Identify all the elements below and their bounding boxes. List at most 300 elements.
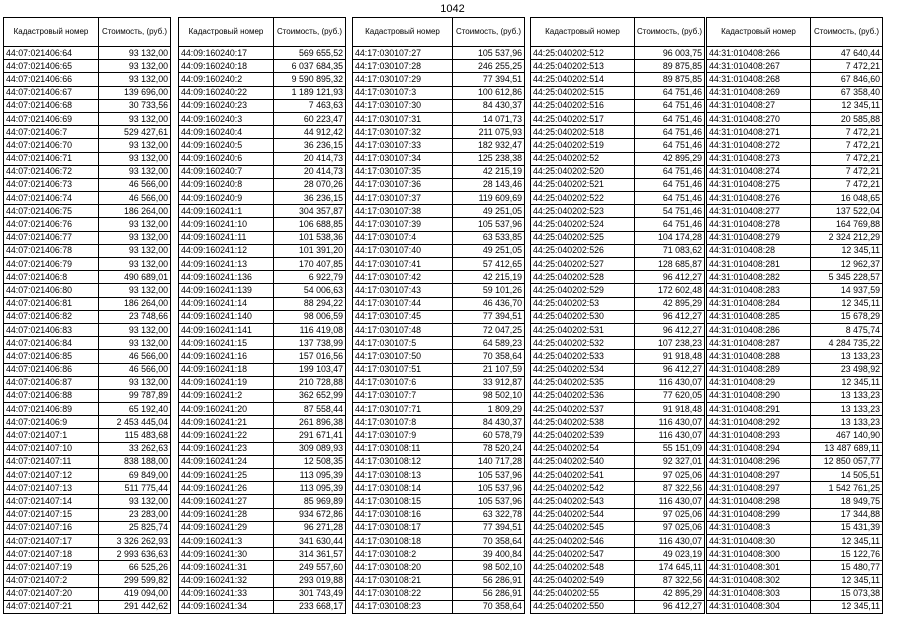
cost-cell: 97 025,06 xyxy=(635,521,705,534)
table-header-row xyxy=(531,18,705,47)
cost-cell: 93 132,00 xyxy=(99,231,171,244)
cadastral-number-cell: 44:07:021406:8 xyxy=(4,271,99,284)
table-row xyxy=(531,126,705,139)
cost-cell: 21 107,59 xyxy=(453,363,525,376)
cadastral-number-cell: 44:09:160240:5 xyxy=(179,139,274,152)
table-row xyxy=(531,47,705,60)
cost-cell: 116 430,07 xyxy=(635,376,705,389)
cadastral-number-cell: 44:07:021406:65 xyxy=(4,60,99,73)
cost-cell: 301 743,49 xyxy=(274,587,346,600)
cost-cell: 13 487 689,11 xyxy=(811,442,883,455)
column-header-cost: Стоимость, (руб.) xyxy=(453,18,525,47)
table-row xyxy=(179,231,346,244)
cadastral-number-cell: 44:09:160240:18 xyxy=(179,60,274,73)
cadastral-table-2 xyxy=(178,17,346,614)
cadastral-number-cell: 44:31:010408:293 xyxy=(707,429,811,442)
table-row xyxy=(179,600,346,613)
cadastral-number-cell: 44:25:040202:535 xyxy=(531,376,635,389)
table-row xyxy=(707,482,883,495)
cost-cell: 69 849,00 xyxy=(99,469,171,482)
cadastral-number-cell: 44:25:040202:527 xyxy=(531,258,635,271)
cadastral-number-cell: 44:17:030107:39 xyxy=(353,218,453,231)
table-row xyxy=(4,297,171,310)
cadastral-number-cell: 44:07:021407:14 xyxy=(4,495,99,508)
cost-cell: 1 542 761,25 xyxy=(811,482,883,495)
table-row xyxy=(353,73,525,86)
cadastral-number-cell: 44:17:030107:27 xyxy=(353,47,453,60)
cadastral-number-cell: 44:07:021406:9 xyxy=(4,416,99,429)
cadastral-table-1 xyxy=(3,17,171,614)
cost-cell: 70 358,64 xyxy=(453,350,525,363)
cadastral-number-cell: 44:09:160241:26 xyxy=(179,482,274,495)
table-row xyxy=(179,139,346,152)
cadastral-number-cell: 44:25:040202:529 xyxy=(531,284,635,297)
table-row xyxy=(531,258,705,271)
table-row xyxy=(707,258,883,271)
cost-cell: 70 358,64 xyxy=(453,534,525,547)
cadastral-number-cell: 44:17:030108:16 xyxy=(353,508,453,521)
table-row xyxy=(4,574,171,587)
cadastral-number-cell: 44:17:030107:43 xyxy=(353,284,453,297)
cost-cell: 54 006,63 xyxy=(274,284,346,297)
table-row xyxy=(179,60,346,73)
table-row xyxy=(4,73,171,86)
cost-cell: 16 048,65 xyxy=(811,192,883,205)
table-row xyxy=(531,73,705,86)
cadastral-number-cell: 44:31:010408:284 xyxy=(707,297,811,310)
table-row xyxy=(4,587,171,600)
cost-cell: 104 174,28 xyxy=(635,231,705,244)
cadastral-number-cell: 44:31:010408:288 xyxy=(707,350,811,363)
cost-cell: 93 132,00 xyxy=(99,218,171,231)
cadastral-number-cell: 44:09:160240:4 xyxy=(179,126,274,139)
table-row xyxy=(4,47,171,60)
table-row xyxy=(707,574,883,587)
table-row xyxy=(707,495,883,508)
table-row xyxy=(353,561,525,574)
cost-cell: 28 070,26 xyxy=(274,178,346,191)
cadastral-number-cell: 44:09:160241:2 xyxy=(179,389,274,402)
table-row xyxy=(707,218,883,231)
cost-cell: 93 132,00 xyxy=(99,284,171,297)
cadastral-number-cell: 44:25:040202:547 xyxy=(531,548,635,561)
table-row xyxy=(4,416,171,429)
cost-cell: 84 430,37 xyxy=(453,416,525,429)
cost-cell: 36 236,15 xyxy=(274,139,346,152)
table-row xyxy=(4,310,171,323)
cost-cell: 93 132,00 xyxy=(99,152,171,165)
table-row xyxy=(353,231,525,244)
cadastral-number-cell: 44:17:030107:36 xyxy=(353,178,453,191)
cost-cell: 93 132,00 xyxy=(99,112,171,125)
table-row xyxy=(531,600,705,613)
cost-cell: 77 620,05 xyxy=(635,389,705,402)
cost-cell: 3 326 262,93 xyxy=(99,534,171,547)
cadastral-number-cell: 44:25:040202:521 xyxy=(531,178,635,191)
table-row xyxy=(531,271,705,284)
cost-cell: 174 645,11 xyxy=(635,561,705,574)
cadastral-number-cell: 44:07:021406:70 xyxy=(4,139,99,152)
cost-cell: 105 537,96 xyxy=(453,482,525,495)
cost-cell: 15 431,39 xyxy=(811,521,883,534)
table-row xyxy=(4,337,171,350)
cadastral-number-cell: 44:25:040202:53 xyxy=(531,297,635,310)
cadastral-number-cell: 44:31:010408:297 xyxy=(707,482,811,495)
table-row xyxy=(531,561,705,574)
cost-cell: 5 345 228,57 xyxy=(811,271,883,284)
table-row xyxy=(531,403,705,416)
cadastral-number-cell: 44:09:160240:17 xyxy=(179,47,274,60)
cadastral-number-cell: 44:31:010408:267 xyxy=(707,60,811,73)
cadastral-number-cell: 44:17:030107:5 xyxy=(353,337,453,350)
cost-cell: 20 414,73 xyxy=(274,152,346,165)
cadastral-number-cell: 44:25:040202:538 xyxy=(531,416,635,429)
cadastral-number-cell: 44:07:021406:85 xyxy=(4,350,99,363)
table-row xyxy=(531,297,705,310)
cost-cell: 96 412,27 xyxy=(635,363,705,376)
table-row xyxy=(707,192,883,205)
cost-cell: 467 140,90 xyxy=(811,429,883,442)
cadastral-number-cell: 44:25:040202:54 xyxy=(531,442,635,455)
cost-cell: 98 006,59 xyxy=(274,310,346,323)
cost-cell: 77 394,51 xyxy=(453,73,525,86)
cost-cell: 7 472,21 xyxy=(811,178,883,191)
table-row xyxy=(179,218,346,231)
cadastral-number-cell: 44:09:160241:20 xyxy=(179,403,274,416)
cost-cell: 14 937,59 xyxy=(811,284,883,297)
cost-cell: 87 322,56 xyxy=(635,574,705,587)
cadastral-number-cell: 44:25:040202:516 xyxy=(531,99,635,112)
cost-cell: 7 472,21 xyxy=(811,60,883,73)
cadastral-number-cell: 44:07:021406:69 xyxy=(4,112,99,125)
cadastral-number-cell: 44:17:030108:23 xyxy=(353,600,453,613)
cost-cell: 23 498,92 xyxy=(811,363,883,376)
cost-cell: 89 875,85 xyxy=(635,60,705,73)
cadastral-number-cell: 44:17:030107:38 xyxy=(353,205,453,218)
cadastral-number-cell: 44:31:010408:279 xyxy=(707,231,811,244)
cadastral-number-cell: 44:25:040202:543 xyxy=(531,495,635,508)
cadastral-number-cell: 44:17:030107:32 xyxy=(353,126,453,139)
cadastral-number-cell: 44:25:040202:549 xyxy=(531,574,635,587)
table-row xyxy=(179,508,346,521)
cost-cell: 23 283,00 xyxy=(99,508,171,521)
cadastral-number-cell: 44:25:040202:513 xyxy=(531,60,635,73)
table-row xyxy=(4,218,171,231)
cadastral-number-cell: 44:09:160240:7 xyxy=(179,165,274,178)
cost-cell: 125 238,38 xyxy=(453,152,525,165)
table-row xyxy=(353,521,525,534)
cost-cell: 98 502,10 xyxy=(453,389,525,402)
cadastral-number-cell: 44:31:010408:285 xyxy=(707,310,811,323)
cadastral-table-5 xyxy=(706,17,883,614)
cost-cell: 249 557,60 xyxy=(274,561,346,574)
cadastral-number-cell: 44:25:040202:520 xyxy=(531,165,635,178)
cost-cell: 14 071,73 xyxy=(453,112,525,125)
table-row xyxy=(353,482,525,495)
cost-cell: 46 566,00 xyxy=(99,350,171,363)
cadastral-number-cell: 44:31:010408:291 xyxy=(707,403,811,416)
cost-cell: 186 264,00 xyxy=(99,205,171,218)
table-row xyxy=(179,376,346,389)
cadastral-number-cell: 44:17:030108:22 xyxy=(353,587,453,600)
cost-cell: 93 132,00 xyxy=(99,165,171,178)
table-row xyxy=(353,310,525,323)
cost-cell: 87 558,44 xyxy=(274,403,346,416)
table-row xyxy=(707,508,883,521)
cadastral-number-cell: 44:07:021406:64 xyxy=(4,47,99,60)
cadastral-number-cell: 44:09:160240:23 xyxy=(179,99,274,112)
table-row xyxy=(531,310,705,323)
cadastral-number-cell: 44:17:030107:45 xyxy=(353,310,453,323)
cost-cell: 13 133,23 xyxy=(811,416,883,429)
table-row xyxy=(353,495,525,508)
table-row xyxy=(4,534,171,547)
table-row xyxy=(179,310,346,323)
cost-cell: 65 192,40 xyxy=(99,403,171,416)
table-row xyxy=(4,469,171,482)
cadastral-number-cell: 44:07:021407:17 xyxy=(4,534,99,547)
cadastral-number-cell: 44:17:030108:14 xyxy=(353,482,453,495)
cost-cell: 60 578,79 xyxy=(453,429,525,442)
cadastral-number-cell: 44:31:010408:281 xyxy=(707,258,811,271)
table-row xyxy=(707,60,883,73)
cost-cell: 64 751,46 xyxy=(635,178,705,191)
table-row xyxy=(353,218,525,231)
cost-cell: 64 751,46 xyxy=(635,112,705,125)
table-row xyxy=(353,139,525,152)
cadastral-number-cell: 44:07:021407:1 xyxy=(4,429,99,442)
cadastral-number-cell: 44:07:021407:2 xyxy=(4,574,99,587)
cost-cell: 934 672,86 xyxy=(274,508,346,521)
cost-cell: 64 751,46 xyxy=(635,139,705,152)
cadastral-number-cell: 44:09:160240:3 xyxy=(179,112,274,125)
cost-cell: 33 262,63 xyxy=(99,442,171,455)
column-header-cadastral: Кадастровый номер xyxy=(4,18,99,47)
cost-cell: 7 472,21 xyxy=(811,126,883,139)
cost-cell: 210 728,88 xyxy=(274,376,346,389)
table-row xyxy=(353,389,525,402)
cadastral-number-cell: 44:07:021407:18 xyxy=(4,548,99,561)
cost-cell: 299 599,82 xyxy=(99,574,171,587)
cadastral-number-cell: 44:17:030107:31 xyxy=(353,112,453,125)
table-row xyxy=(4,126,171,139)
table-row xyxy=(531,284,705,297)
table-row xyxy=(707,442,883,455)
cadastral-number-cell: 44:17:030108:20 xyxy=(353,561,453,574)
cadastral-number-cell: 44:31:010408:268 xyxy=(707,73,811,86)
column-header-cadastral: Кадастровый номер xyxy=(707,18,811,47)
cadastral-number-cell: 44:09:160241:140 xyxy=(179,310,274,323)
cost-cell: 60 223,47 xyxy=(274,112,346,125)
table-row xyxy=(707,469,883,482)
cadastral-number-cell: 44:25:040202:522 xyxy=(531,192,635,205)
cadastral-number-cell: 44:25:040202:539 xyxy=(531,429,635,442)
cadastral-number-cell: 44:31:010408:283 xyxy=(707,284,811,297)
table-row xyxy=(4,99,171,112)
table-row xyxy=(4,231,171,244)
cadastral-number-cell: 44:09:160241:23 xyxy=(179,442,274,455)
cost-cell: 71 083,62 xyxy=(635,244,705,257)
cadastral-number-cell: 44:17:030107:35 xyxy=(353,165,453,178)
cadastral-number-cell: 44:17:030107:44 xyxy=(353,297,453,310)
cost-cell: 93 132,00 xyxy=(99,73,171,86)
cadastral-number-cell: 44:07:021406:79 xyxy=(4,258,99,271)
table-row xyxy=(4,403,171,416)
table-row xyxy=(179,482,346,495)
cost-cell: 17 344,88 xyxy=(811,508,883,521)
cadastral-number-cell: 44:31:010408:30 xyxy=(707,534,811,547)
column-header-cost: Стоимость, (руб.) xyxy=(635,18,705,47)
cadastral-number-cell: 44:31:010408:290 xyxy=(707,389,811,402)
cost-cell: 137 738,99 xyxy=(274,337,346,350)
cost-cell: 46 566,00 xyxy=(99,192,171,205)
cadastral-number-cell: 44:17:030107:71 xyxy=(353,403,453,416)
table-row xyxy=(531,60,705,73)
cadastral-number-cell: 44:09:160241:29 xyxy=(179,521,274,534)
cost-cell: 49 251,05 xyxy=(453,205,525,218)
table-row xyxy=(531,442,705,455)
table-row xyxy=(707,455,883,468)
cost-cell: 7 472,21 xyxy=(811,165,883,178)
cadastral-number-cell: 44:17:030108:17 xyxy=(353,521,453,534)
cost-cell: 419 094,00 xyxy=(99,587,171,600)
cost-cell: 55 151,09 xyxy=(635,442,705,455)
table-row xyxy=(353,205,525,218)
cadastral-number-cell: 44:07:021407:20 xyxy=(4,587,99,600)
cadastral-number-cell: 44:31:010408:299 xyxy=(707,508,811,521)
cost-cell: 12 345,11 xyxy=(811,600,883,613)
table-row xyxy=(179,495,346,508)
table-header-row xyxy=(353,18,525,47)
cadastral-number-cell: 44:25:040202:536 xyxy=(531,389,635,402)
cost-cell: 20 585,88 xyxy=(811,112,883,125)
cadastral-number-cell: 44:09:160240:2 xyxy=(179,73,274,86)
cost-cell: 89 875,85 xyxy=(635,73,705,86)
cadastral-number-cell: 44:31:010408:282 xyxy=(707,271,811,284)
table-row xyxy=(4,192,171,205)
cost-cell: 42 215,19 xyxy=(453,271,525,284)
cadastral-number-cell: 44:25:040202:550 xyxy=(531,600,635,613)
cost-cell: 63 533,85 xyxy=(453,231,525,244)
cost-cell: 172 602,48 xyxy=(635,284,705,297)
cadastral-number-cell: 44:25:040202:523 xyxy=(531,205,635,218)
table-row xyxy=(179,561,346,574)
cost-cell: 12 345,11 xyxy=(811,244,883,257)
table-row xyxy=(353,258,525,271)
cost-cell: 15 678,29 xyxy=(811,310,883,323)
cadastral-number-cell: 44:25:040202:544 xyxy=(531,508,635,521)
cost-cell: 93 132,00 xyxy=(99,139,171,152)
table-row xyxy=(531,350,705,363)
cost-cell: 4 284 735,22 xyxy=(811,337,883,350)
cadastral-number-cell: 44:31:010408:266 xyxy=(707,47,811,60)
cost-cell: 87 322,56 xyxy=(635,482,705,495)
cost-cell: 15 480,77 xyxy=(811,561,883,574)
table-row xyxy=(353,152,525,165)
table-row xyxy=(353,297,525,310)
table-row xyxy=(353,442,525,455)
cost-cell: 170 407,85 xyxy=(274,258,346,271)
table-row xyxy=(531,363,705,376)
table-row xyxy=(707,99,883,112)
cadastral-number-cell: 44:31:010408:277 xyxy=(707,205,811,218)
table-row xyxy=(707,416,883,429)
cadastral-number-cell: 44:17:030108:21 xyxy=(353,574,453,587)
table-row xyxy=(179,363,346,376)
table-header-row xyxy=(4,18,171,47)
cadastral-number-cell: 44:31:010408:274 xyxy=(707,165,811,178)
table-row xyxy=(531,521,705,534)
cost-cell: 100 612,86 xyxy=(453,86,525,99)
table-row xyxy=(179,429,346,442)
cost-cell: 39 400,84 xyxy=(453,548,525,561)
cost-cell: 42 895,29 xyxy=(635,152,705,165)
table-row xyxy=(531,376,705,389)
cadastral-number-cell: 44:31:010408:28 xyxy=(707,244,811,257)
table-row xyxy=(353,165,525,178)
cadastral-number-cell: 44:07:021406:82 xyxy=(4,310,99,323)
table-row xyxy=(179,534,346,547)
cost-cell: 91 918,48 xyxy=(635,350,705,363)
cost-cell: 105 537,96 xyxy=(453,218,525,231)
cadastral-number-cell: 44:31:010408:302 xyxy=(707,574,811,587)
table-row xyxy=(4,482,171,495)
cost-cell: 30 733,56 xyxy=(99,99,171,112)
cadastral-number-cell: 44:07:021406:7 xyxy=(4,126,99,139)
cadastral-number-cell: 44:25:040202:55 xyxy=(531,587,635,600)
cadastral-number-cell: 44:25:040202:532 xyxy=(531,337,635,350)
table-row xyxy=(179,244,346,257)
cost-cell: 139 696,00 xyxy=(99,86,171,99)
table-row xyxy=(531,165,705,178)
cadastral-number-cell: 44:07:021407:19 xyxy=(4,561,99,574)
table-row xyxy=(531,231,705,244)
cadastral-number-cell: 44:09:160241:15 xyxy=(179,337,274,350)
cost-cell: 2 324 212,29 xyxy=(811,231,883,244)
cadastral-number-cell: 44:31:010408:273 xyxy=(707,152,811,165)
cadastral-number-cell: 44:09:160241:34 xyxy=(179,600,274,613)
cadastral-number-cell: 44:17:030107:51 xyxy=(353,363,453,376)
table-row xyxy=(179,574,346,587)
table-row xyxy=(531,337,705,350)
table-row xyxy=(353,416,525,429)
cadastral-number-cell: 44:07:021406:89 xyxy=(4,403,99,416)
table-row xyxy=(707,47,883,60)
cadastral-number-cell: 44:31:010408:3 xyxy=(707,521,811,534)
cost-cell: 15 122,76 xyxy=(811,548,883,561)
cadastral-number-cell: 44:31:010408:272 xyxy=(707,139,811,152)
cost-cell: 64 751,46 xyxy=(635,126,705,139)
table-row xyxy=(353,126,525,139)
cost-cell: 137 522,04 xyxy=(811,205,883,218)
cost-cell: 49 023,19 xyxy=(635,548,705,561)
table-row xyxy=(4,363,171,376)
cost-cell: 46 566,00 xyxy=(99,178,171,191)
cadastral-number-cell: 44:07:021406:78 xyxy=(4,244,99,257)
cadastral-number-cell: 44:25:040202:525 xyxy=(531,231,635,244)
table-row xyxy=(531,455,705,468)
table-row xyxy=(4,284,171,297)
table-row xyxy=(353,86,525,99)
cadastral-number-cell: 44:31:010408:304 xyxy=(707,600,811,613)
cadastral-number-cell: 44:09:160241:141 xyxy=(179,323,274,336)
table-row xyxy=(531,587,705,600)
cost-cell: 23 748,66 xyxy=(99,310,171,323)
table-row xyxy=(353,350,525,363)
cost-cell: 98 502,10 xyxy=(453,561,525,574)
table-row xyxy=(179,337,346,350)
table-row xyxy=(353,99,525,112)
